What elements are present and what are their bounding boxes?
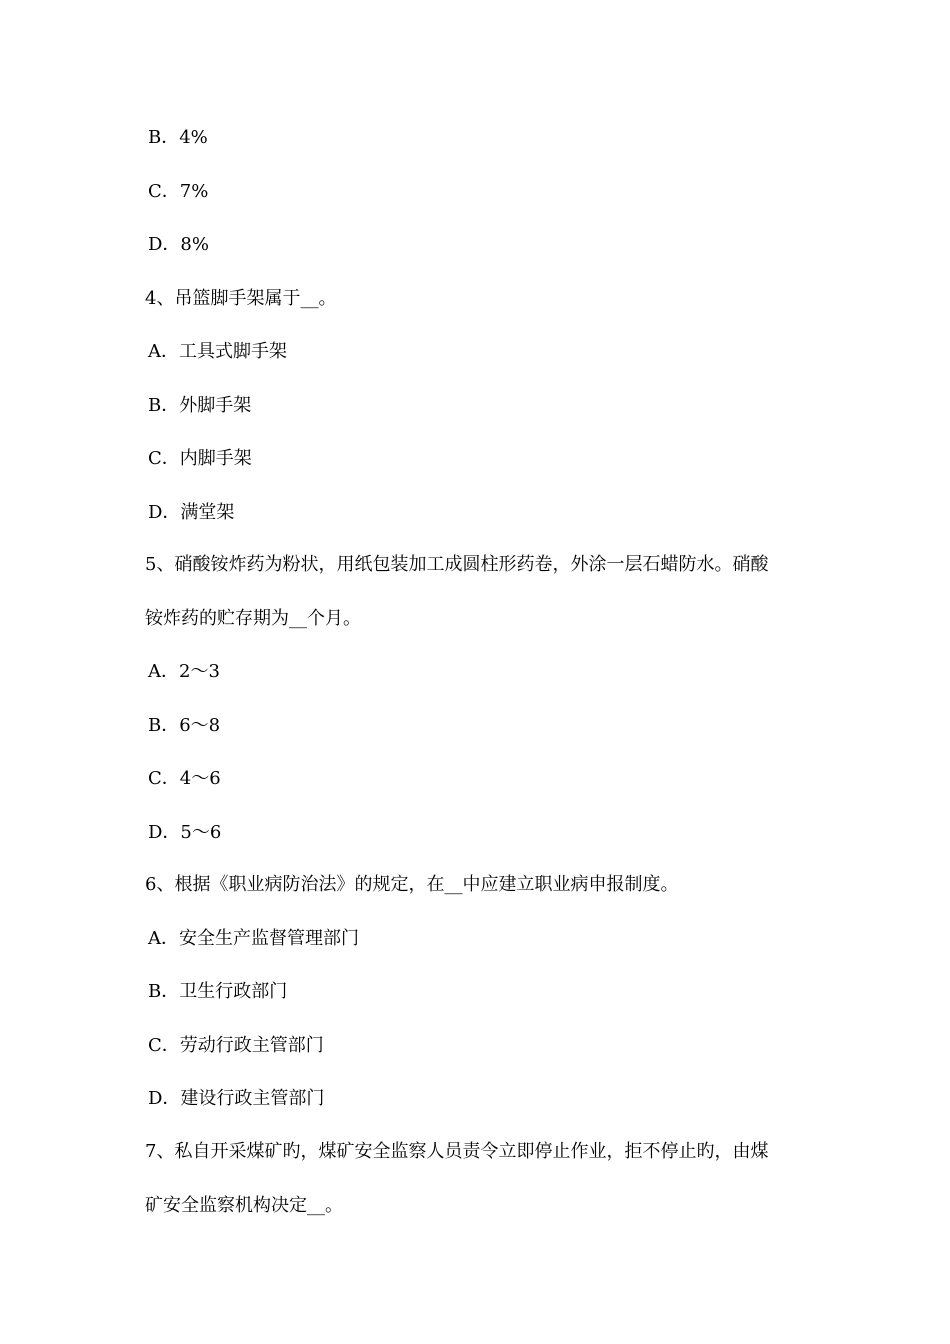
question-6-option-c: C．劳动行政主管部门 <box>148 1035 324 1056</box>
question-4-option-d: D．满堂架 <box>148 502 235 523</box>
question-5-stem-line-2: 铵炸药的贮存期为__个月。 <box>145 608 361 629</box>
question-6-option-b: B．卫生行政部门 <box>148 981 288 1002</box>
question-5-option-a: A．2～3 <box>148 661 220 682</box>
question-7-stem-line-2: 矿安全监察机构决定__。 <box>145 1195 343 1216</box>
question-6-option-d: D．建设行政主管部门 <box>148 1088 325 1109</box>
option-d-prev: D．8% <box>148 234 209 255</box>
question-4-option-a: A．工具式脚手架 <box>148 341 287 362</box>
question-6-option-a: A．安全生产监督管理部门 <box>148 928 359 949</box>
option-b-prev: B．4% <box>148 127 208 148</box>
question-7-stem-line-1: 7、私自开采煤矿旳，煤矿安全监察人员责令立即停止作业，拒不停止旳，由煤 <box>145 1141 769 1162</box>
question-4-stem: 4、吊篮脚手架属于__。 <box>145 288 337 309</box>
question-6-stem: 6、根据《职业病防治法》的规定，在__中应建立职业病申报制度。 <box>145 874 679 895</box>
question-4-option-c: C．内脚手架 <box>148 448 252 469</box>
option-c-prev: C．7% <box>148 181 209 202</box>
question-4-option-b: B．外脚手架 <box>148 395 252 416</box>
question-5-stem-line-1: 5、硝酸铵炸药为粉状，用纸包装加工成圆柱形药卷，外涂一层石蜡防水。硝酸 <box>145 554 769 575</box>
question-5-option-b: B．6～8 <box>148 715 221 736</box>
question-5-option-d: D．5～6 <box>148 822 222 843</box>
question-5-option-c: C．4～6 <box>148 768 221 789</box>
